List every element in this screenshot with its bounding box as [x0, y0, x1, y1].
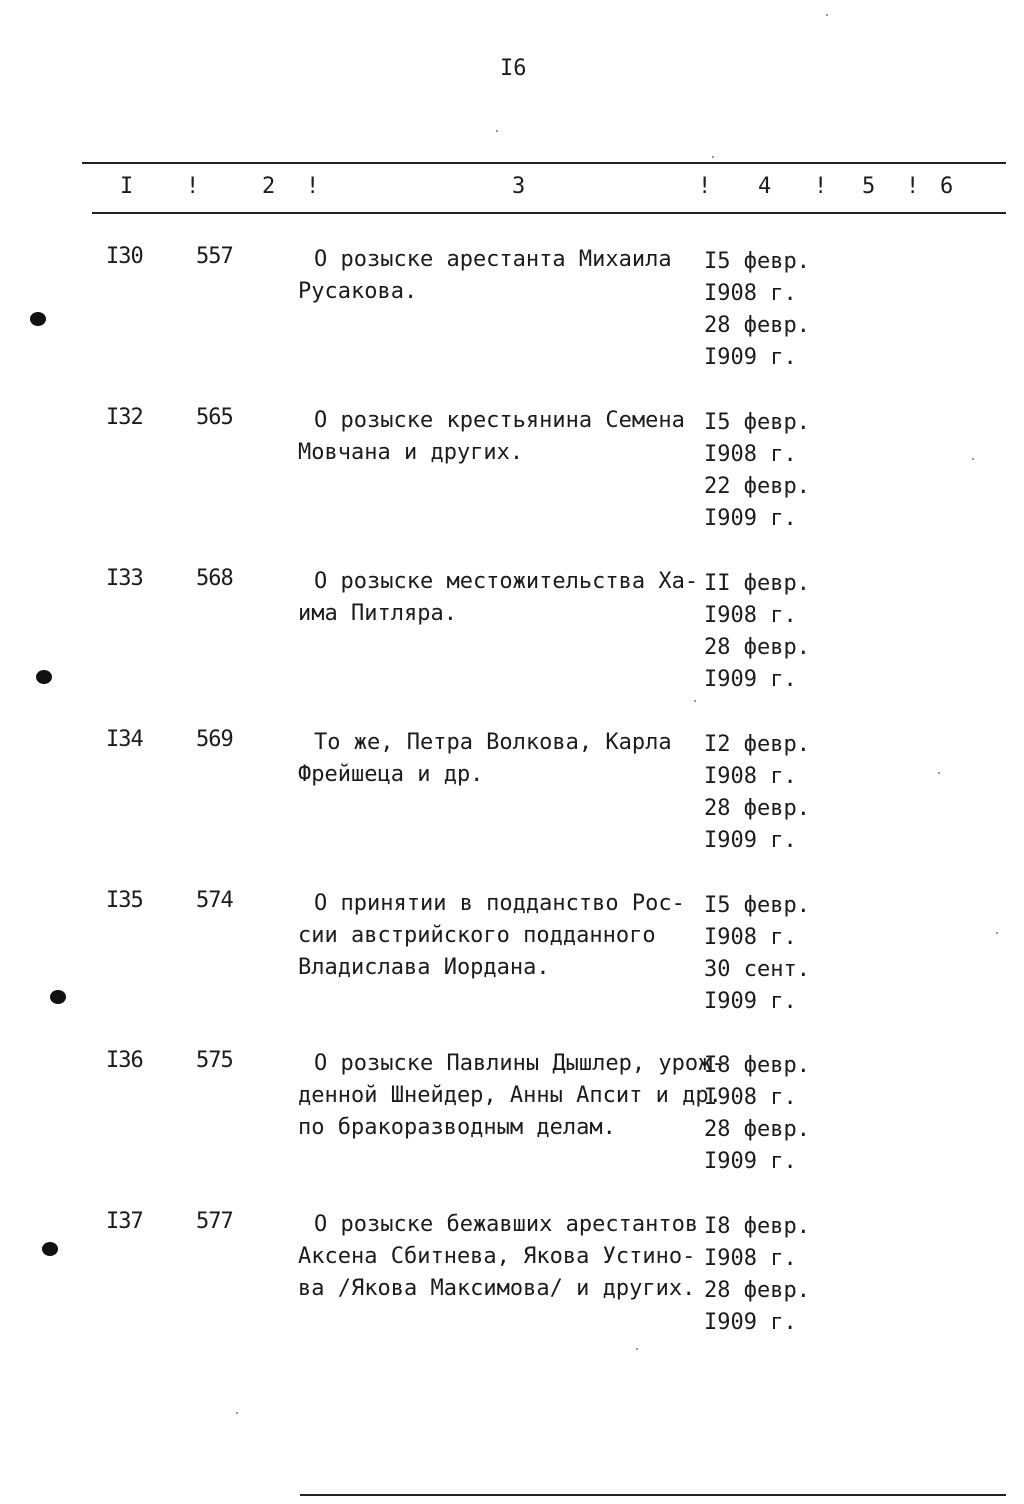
date-line: 28 февр.	[704, 1278, 810, 1303]
entry-description	[298, 727, 698, 791]
description-line: Русакова.	[298, 279, 418, 304]
column-header-6: 6	[940, 174, 954, 199]
date-line: 28 февр.	[704, 313, 810, 338]
entry-dates	[704, 729, 810, 857]
scan-speck	[694, 700, 696, 702]
description-line: О розыске арестанта Михаила	[314, 247, 672, 272]
entry-number: I37	[106, 1209, 143, 1234]
date-line: I5 февр.	[704, 249, 810, 274]
scan-speck	[938, 772, 940, 774]
table-row	[0, 244, 1024, 384]
scan-speck	[496, 130, 498, 132]
description-line: О розыске Павлины Дышлер, урож-	[314, 1051, 725, 1076]
date-line: I908 г.	[704, 1246, 797, 1271]
date-line: I909 г.	[704, 828, 797, 853]
entry-number: I32	[106, 405, 143, 430]
description-line: О розыске бежавших арестантов	[314, 1212, 699, 1237]
entry-description	[298, 566, 698, 630]
entry-number: I36	[106, 1048, 143, 1073]
description-line: О принятии в подданство Рос-	[314, 891, 685, 916]
description-line: Мовчана и других.	[298, 440, 524, 465]
file-number: 557	[196, 244, 233, 269]
description-line: денной Шнейдер, Анны Апсит и др.	[298, 1083, 722, 1108]
header-top-rule	[82, 162, 1006, 164]
table-row	[0, 1209, 1024, 1349]
scan-speck	[826, 14, 828, 16]
table-row	[0, 888, 1024, 1028]
header-bottom-rule	[92, 212, 1006, 214]
scan-speck	[236, 1412, 238, 1414]
punch-hole-mark	[42, 1242, 58, 1256]
date-line: II февр.	[704, 571, 810, 596]
date-line: I909 г.	[704, 506, 797, 531]
date-line: I909 г.	[704, 989, 797, 1014]
column-separator: !	[814, 174, 828, 199]
entry-number: I35	[106, 888, 143, 913]
description-line: сии австрийского подданного	[298, 923, 656, 948]
date-line: I908 г.	[704, 764, 797, 789]
description-line: О розыске местожительства Ха-	[314, 569, 699, 594]
description-line: Аксена Сбитнева, Якова Устино-	[298, 1244, 696, 1269]
date-line: I909 г.	[704, 345, 797, 370]
date-line: 28 февр.	[704, 796, 810, 821]
file-number: 565	[196, 405, 233, 430]
file-number: 574	[196, 888, 233, 913]
table-row	[0, 727, 1024, 867]
entry-number: I34	[106, 727, 143, 752]
entry-description	[298, 1209, 698, 1305]
entry-dates	[704, 890, 810, 1018]
date-line: 28 февр.	[704, 635, 810, 660]
scan-speck	[712, 156, 714, 158]
date-line: 28 февр.	[704, 1117, 810, 1142]
column-header-2: 2	[262, 174, 276, 199]
entry-dates	[704, 1211, 810, 1339]
date-line: 22 февр.	[704, 474, 810, 499]
date-line: I908 г.	[704, 603, 797, 628]
description-line: Фрейшеца и др.	[298, 762, 484, 787]
date-line: I8 февр.	[704, 1214, 810, 1239]
entry-number: I30	[106, 244, 143, 269]
file-number: 569	[196, 727, 233, 752]
date-line: I5 февр.	[704, 410, 810, 435]
punch-hole-mark	[50, 990, 66, 1004]
entry-dates	[704, 407, 810, 535]
file-number: 577	[196, 1209, 233, 1234]
entry-dates	[704, 568, 810, 696]
column-header-1: I	[120, 174, 134, 199]
date-line: I8 февр.	[704, 1053, 810, 1078]
column-header-5: 5	[862, 174, 876, 199]
description-line: То же, Петра Волкова, Карла	[314, 730, 672, 755]
entry-description	[298, 405, 698, 469]
date-line: I908 г.	[704, 925, 797, 950]
date-line: I2 февр.	[704, 732, 810, 757]
entry-description	[298, 1048, 725, 1144]
column-separator: !	[186, 174, 200, 199]
column-separator: !	[906, 174, 920, 199]
scan-speck	[972, 458, 974, 460]
description-line: Владислава Иордана.	[298, 955, 550, 980]
scan-speck	[996, 932, 998, 934]
scan-speck	[636, 1348, 638, 1350]
date-line: I909 г.	[704, 1310, 797, 1335]
table-row	[0, 405, 1024, 545]
date-line: I908 г.	[704, 1085, 797, 1110]
column-separator: !	[306, 174, 320, 199]
column-header-4: 4	[758, 174, 772, 199]
description-line: по бракоразводным делам.	[298, 1115, 616, 1140]
file-number: 568	[196, 566, 233, 591]
entry-number: I33	[106, 566, 143, 591]
date-line: I908 г.	[704, 281, 797, 306]
date-line: I5 февр.	[704, 893, 810, 918]
table-row	[0, 566, 1024, 706]
description-line: О розыске крестьянина Семена	[314, 408, 685, 433]
punch-hole-mark	[30, 312, 46, 326]
column-separator: !	[698, 174, 712, 199]
bottom-rule	[300, 1494, 1006, 1496]
date-line: I909 г.	[704, 667, 797, 692]
entry-description	[298, 888, 698, 984]
page-number: I6	[500, 56, 527, 81]
date-line: I909 г.	[704, 1149, 797, 1174]
date-line: 30 сент.	[704, 957, 810, 982]
entry-description	[298, 244, 698, 308]
column-header-3: 3	[512, 174, 526, 199]
entry-dates	[704, 1050, 810, 1178]
table-row	[0, 1048, 1024, 1188]
file-number: 575	[196, 1048, 233, 1073]
description-line: има Питляра.	[298, 601, 457, 626]
punch-hole-mark	[36, 670, 52, 684]
date-line: I908 г.	[704, 442, 797, 467]
entry-dates	[704, 246, 810, 374]
description-line: ва /Якова Максимова/ и других.	[298, 1276, 696, 1301]
